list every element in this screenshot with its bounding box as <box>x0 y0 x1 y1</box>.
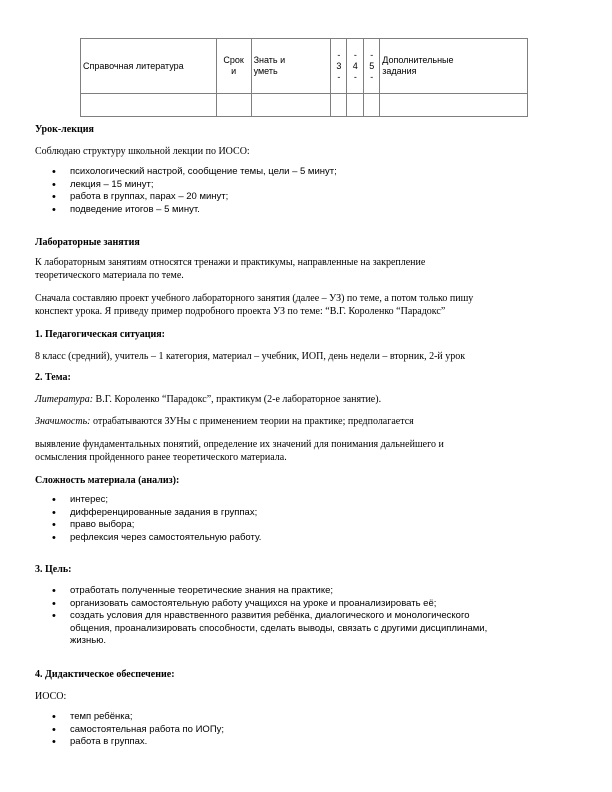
lab-title: Лабораторные занятия <box>35 237 140 248</box>
header-grade-3-label: 3 <box>336 60 342 71</box>
header-grade-4 <box>347 39 364 94</box>
dash-bottom: - <box>353 71 357 82</box>
list-item: • лекция – 15 минут; <box>52 179 572 192</box>
header-grade-5-label: 5 <box>369 60 375 71</box>
section-4-subtitle: ИОСО: <box>35 691 67 702</box>
section-2-significance <box>35 415 580 428</box>
table-cell <box>251 94 331 117</box>
significance-line3: осмысления пройденного ранее теоретического материала. <box>35 452 287 463</box>
table-cell <box>380 94 528 117</box>
table-cell <box>331 94 347 117</box>
table-header-row <box>81 39 528 94</box>
lesson-list <box>52 166 572 216</box>
list-item: • работа в группах, парах – 20 минут; <box>52 191 572 204</box>
lab-p1-line2: теоретического материала по теме. <box>35 270 184 281</box>
lab-p1-line1: К лабораторным занятиям относятся тренажи и практикумы, направленные на закрепление <box>35 257 426 268</box>
dash-top: - <box>370 49 374 60</box>
header-know-line1: Знать и <box>253 55 286 65</box>
significance-line2: выявление фундаментальных понятий, определение их значений для понимания дальнейшего и <box>35 439 444 450</box>
table-cell <box>364 94 380 117</box>
list-item: • самостоятельная работа по ИОПу; <box>52 724 572 737</box>
list-item: • работа в группах. <box>52 736 572 749</box>
dash-top: - <box>353 49 357 60</box>
section-1-text: 8 класс (средний), учитель – 1 категория, материал – учебник, ИОП, день недели – вторник, 2-й урок <box>35 351 466 362</box>
literature-text: В.Г. Короленко “Парадокс”, практикум (2-е лабораторное занятие). <box>93 394 382 405</box>
header-term-line2: и <box>231 66 237 76</box>
header-additional-line2: задания <box>382 66 417 76</box>
lab-p2-line1: Сначала составляю проект учебного лабораторного занятия (далее – УЗ) по теме, а потом только пишу <box>35 293 474 304</box>
table-cell <box>216 94 251 117</box>
didactic-list <box>52 711 572 749</box>
section-3-title: 3. Цель: <box>35 564 72 575</box>
header-grade-3 <box>331 39 347 94</box>
header-know-and-can <box>251 39 331 94</box>
list-item-line2: общения, проанализировать способности, сделать выводы, связать с другими дисциплинами, <box>70 622 488 634</box>
dash-bottom: - <box>370 71 374 82</box>
list-item: • отработать полученные теоретические знания на практике; <box>52 585 572 598</box>
header-additional-tasks <box>380 39 528 94</box>
list-item-line1: • создать условия для нравственного развития ребёнка, диалогического и монологического <box>70 610 470 621</box>
table-cell <box>347 94 364 117</box>
lab-p2-line2: конспект урока. Я приведу пример подробного проекта УЗ по теме: “В.Г. Короленко “Парадокс” <box>35 306 446 317</box>
lab-paragraph-2 <box>35 292 580 318</box>
list-item: • психологический настрой, сообщение темы, цели – 5 минут; <box>52 166 572 179</box>
table-cell <box>81 94 217 117</box>
lesson-plan-table <box>80 38 528 117</box>
significance-label: Значимость: <box>35 416 91 427</box>
lab-paragraph-1 <box>35 256 580 282</box>
list-item <box>52 610 572 648</box>
complexity-title: Сложность материала (анализ): <box>35 475 180 486</box>
goal-list <box>52 585 572 648</box>
section-2-title: 2. Тема: <box>35 372 71 383</box>
significance-text: отрабатываются ЗУНы с применением теории на практике; предполагается <box>90 416 414 427</box>
dash-bottom: - <box>337 71 341 82</box>
section-2-literature <box>35 393 580 406</box>
section-1-title: 1. Педагогическая ситуация: <box>35 329 166 340</box>
header-additional-line1: Дополнительные <box>382 55 454 65</box>
header-reference-literature: Справочная литература <box>81 39 217 94</box>
list-item: • рефлексия через самостоятельную работу. <box>52 532 572 545</box>
lesson-intro: Соблюдаю структуру школьной лекции по ИОСО: <box>35 146 250 157</box>
list-item: • темп ребёнка; <box>52 711 572 724</box>
list-item: • организовать самостоятельную работу учащихся на уроке и проанализировать её; <box>52 598 572 611</box>
list-item: • подведение итогов – 5 минут. <box>52 204 572 217</box>
header-grade-5 <box>364 39 380 94</box>
header-term <box>216 39 251 94</box>
literature-label: Литература: <box>35 394 94 405</box>
list-item-line3: жизнью. <box>70 635 106 646</box>
list-item: • право выбора; <box>52 519 572 532</box>
dash-top: - <box>337 49 341 60</box>
table-empty-row <box>81 94 528 117</box>
list-item: • интерес; <box>52 494 572 507</box>
section-4-title: 4. Дидактическое обеспечение: <box>35 669 175 680</box>
header-term-line1: Срок <box>223 55 244 65</box>
lesson-title: Урок-лекция <box>35 124 94 135</box>
header-know-line2: уметь <box>253 66 278 76</box>
section-2-significance-cont <box>35 438 580 464</box>
header-grade-4-label: 4 <box>352 60 358 71</box>
list-item: • дифференцированные задания в группах; <box>52 507 572 520</box>
complexity-list <box>52 494 572 544</box>
